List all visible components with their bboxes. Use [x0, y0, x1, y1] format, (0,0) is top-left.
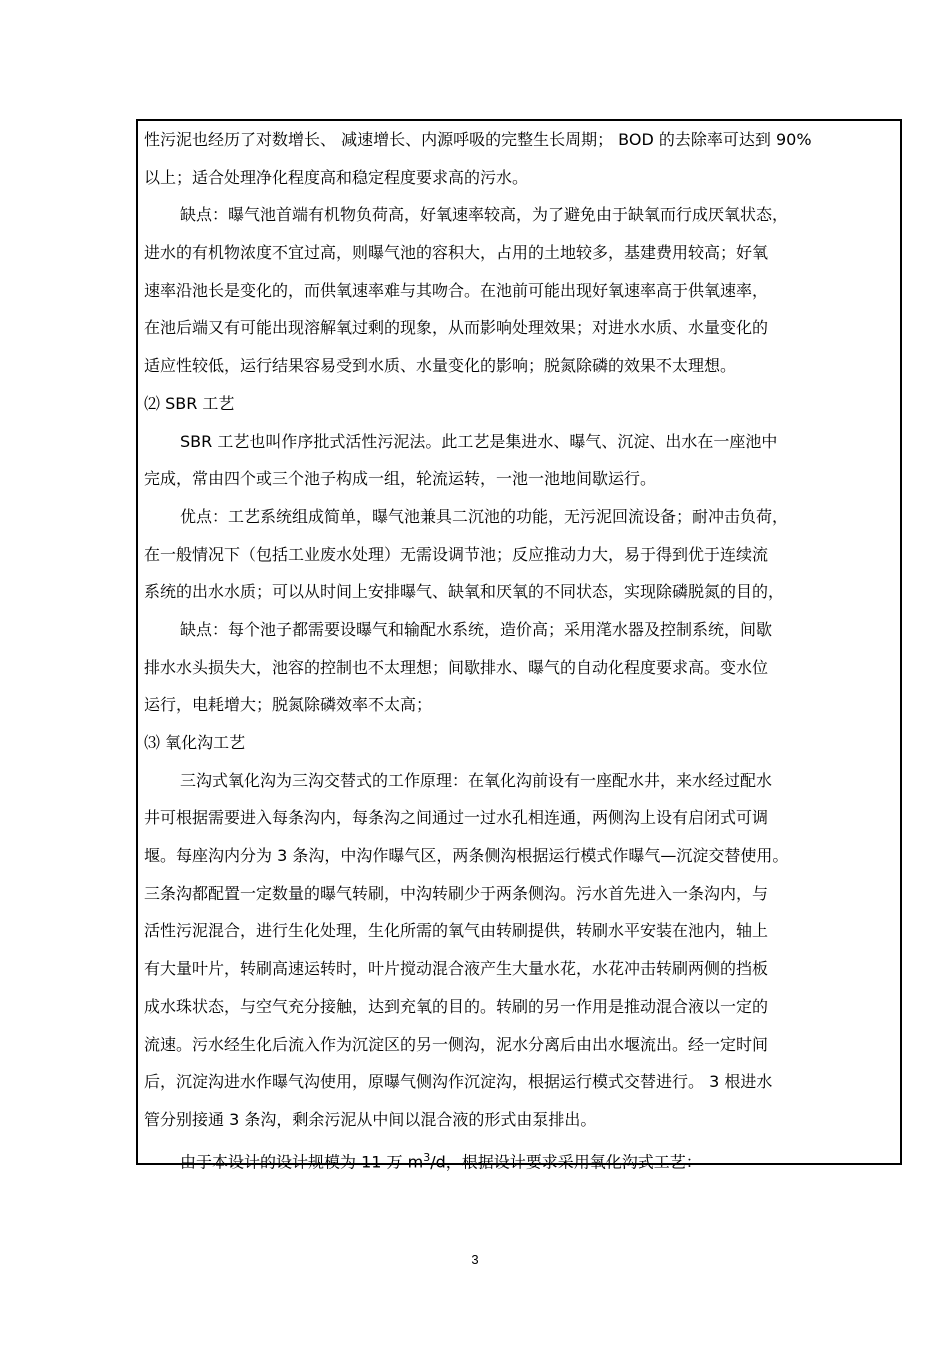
text-line: 活性污泥混合，进行生化处理，生化所需的氧气由转刷提供，转刷水平安装在池内，轴上 — [144, 921, 769, 941]
last-line-before: 由于本设计的设计规模为 11 万 m — [180, 1151, 424, 1171]
text-line: 缺点：每个池子都需要设曝气和输配水系统，造价高；采用滗水器及控制系统，间歇 — [180, 619, 773, 639]
text-line: 三条沟都配置一定数量的曝气转刷，中沟转刷少于两条侧沟。污水首先进入一条沟内，与 — [144, 883, 769, 903]
text-line: 有大量叶片，转刷高速运转时，叶片搅动混合液产生大量水花，水花冲击转刷两侧的挡板 — [144, 959, 769, 979]
text-line: 在池后端又有可能出现溶解氧过剩的现象，从而影响处理效果；对进水水质、水量变化的 — [144, 318, 769, 338]
text-line: 缺点：曝气池首端有机物负荷高，好氧速率较高，为了避免由于缺氧而行成厌氧状态， — [180, 205, 789, 225]
text-line: 流速。污水经生化后流入作为沉淀区的另一侧沟，泥水分离后由出水堰流出。经一定时间 — [144, 1034, 769, 1054]
text-line: 完成，常由四个或三个池子构成一组，轮流运转，一池一池地间歇运行。 — [144, 469, 657, 489]
text-line: 排水水头损失大，池容的控制也不太理想；间歇排水、曝气的自动化程度要求高。变水位 — [144, 657, 769, 677]
text-line: 优点：工艺系统组成简单，曝气池兼具二沉池的功能，无污泥回流设备；耐冲击负荷， — [180, 506, 789, 526]
unit-superscript: 3 — [423, 1150, 431, 1164]
text-line: ⑵ SBR 工艺 — [144, 393, 235, 413]
text-line: 运行，电耗增大；脱氮除磷效率不太高； — [144, 695, 433, 715]
text-line: 性污泥也经历了对数增长、 减速增长、内源呼吸的完整生长周期； BOD 的去除率可达到 90% — [144, 130, 812, 149]
text-line: 速率沿池长是变化的，而供氧速率难与其吻合。在池前可能出现好氧速率高于供氧速率， — [144, 280, 769, 300]
page-number: 3 — [471, 1252, 479, 1267]
text-line: 管分别接通 3 条沟，剩余污泥从中间以混合液的形式由泵排出。 — [144, 1109, 597, 1129]
text-line: 适应性较低，运行结果容易受到水质、水量变化的影响；脱氮除磷的效果不太理想。 — [144, 356, 737, 376]
text-line: SBR 工艺也叫作序批式活性污泥法。此工艺是集进水、曝气、沉淀、出水在一座池中 — [180, 431, 778, 451]
text-line: 堰。每座沟内分为 3 条沟，中沟作曝气区，两条侧沟根据运行模式作曝气—沉淀交替使用。 — [144, 846, 789, 866]
text-line: 系统的出水水质；可以从时间上安排曝气、缺氧和厌氧的不同状态，实现除磷脱氮的目的， — [144, 582, 785, 602]
last-line-after: /d，根据设计要求采用氧化沟式工艺： — [430, 1151, 702, 1171]
text-line: 三沟式氧化沟为三沟交替式的工作原理：在氧化沟前设有一座配水井，来水经过配水 — [180, 770, 773, 790]
text-line: 成水珠状态，与空气充分接触，达到充氧的目的。转刷的另一作用是推动混合液以一定的 — [144, 996, 769, 1016]
text-line: ⑶ 氧化沟工艺 — [144, 733, 246, 752]
text-line: 以上；适合处理净化程度高和稳定程度要求高的污水。 — [144, 167, 529, 187]
document-body — [144, 121, 898, 1176]
text-line: 进水的有机物浓度不宜过高，则曝气池的容积大，占用的土地较多，基建费用较高；好氧 — [144, 243, 769, 263]
text-line: 后，沉淀沟进水作曝气沟使用，原曝气侧沟作沉淀沟，根据运行模式交替进行。 3 根进水 — [144, 1072, 773, 1092]
text-line: 在一般情况下（包括工业废水处理）无需设调节池；反应推动力大，易于得到优于连续流 — [144, 544, 769, 564]
text-line-last — [144, 1139, 898, 1177]
text-line: 井可根据需要进入每条沟内，每条沟之间通过一过水孔相连通，两侧沟上设有启闭式可调 — [144, 808, 769, 828]
